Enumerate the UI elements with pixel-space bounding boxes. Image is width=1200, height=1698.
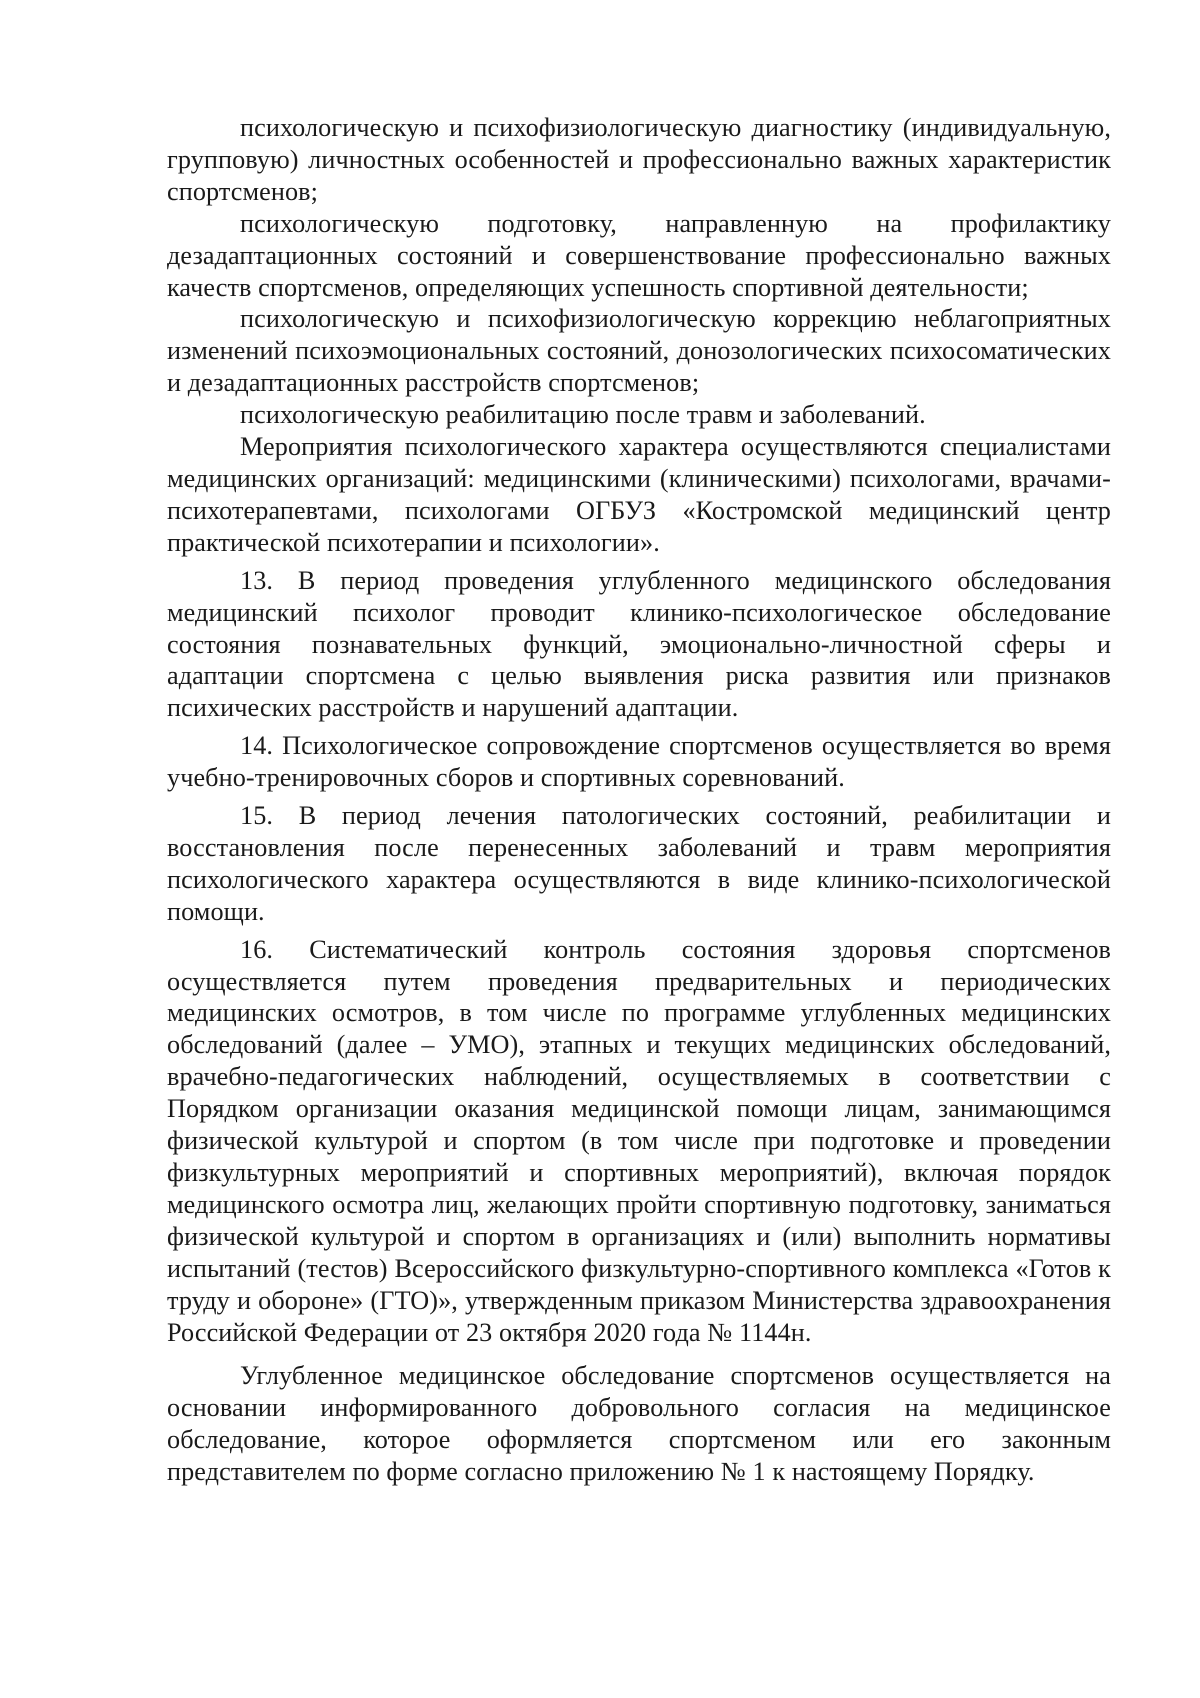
paragraph-consent: Углубленное медицинское обследование спортсменов осуществляется на основании информированного добровольного согласия на медицинское обследование, которое оформляется спортсменом или его законным представителем по форме согласно приложению № 1 к настоящему Порядку. <box>167 1361 1111 1487</box>
document-page <box>167 112 1111 1488</box>
paragraph-15: 15. В период лечения патологических состояний, реабилитации и восстановления после перенесенных заболеваний и травм мероприятия психологического характера осуществляются в виде клинико-психологической помощи. <box>167 801 1111 926</box>
paragraph-correction: психологическую и психофизиологическую коррекцию неблагоприятных изменений психоэмоциональных состояний, донозологических психосоматических и дезадаптационных расстройств спортсменов; <box>167 304 1111 398</box>
paragraph-13: 13. В период проведения углубленного медицинского обследования медицинский психолог проводит клинико-психологическое обследование состояния познавательных функций, эмоционально-личностной сферы и адаптации спортсмена с целью выявления риска развития или признаков психических расстройств и нарушений адаптации. <box>167 565 1111 723</box>
paragraph-rehabilitation: психологическую реабилитацию после травм и заболеваний. <box>240 400 926 430</box>
paragraph-specialists: Мероприятия психологического характера осуществляются специалистами медицинских организаций: медицинскими (клиническими) психологами, врачами-психотерапевтами, психологами ОГБУЗ «Костромской медицинский центр практической психотерапии и психологии». <box>167 432 1111 557</box>
paragraph-16: 16. Систематический контроль состояния здоровья спортсменов осуществляется путем проведения предварительных и периодических медицинских осмотров, в том числе по программе углубленных медицинских обследований (далее – УМО), этапных и текущих медицинских обследований, врачебно-педагогических наблюдений, осуществляемых в соответствии с Порядком организации оказания медицинской помощи лицам, занимающимся физической культурой и спортом (в том числе при подготовке и проведении физкультурных мероприятий и спортивных мероприятий), включая порядок медицинского осмотра лиц, желающих пройти спортивную подготовку, заниматься физической культурой и спортом в организациях и (или) выполнить нормативы испытаний (тестов) Всероссийского физкультурно-спортивного комплекса «Готов к труду и обороне» (ГТО)», утвержденным приказом Министерства здравоохранения Российской Федерации от 23 октября 2020 года № 1144н. <box>167 934 1111 1347</box>
paragraph-diagnostics: психологическую и психофизиологическую диагностику (индивидуальную, групповую) личностных особенностей и профессионально важных характеристик спортсменов; <box>167 113 1111 206</box>
paragraph-14: 14. Психологическое сопровождение спортсменов осуществляется во время учебно-тренировочных сборов и спортивных соревнований. <box>167 731 1111 793</box>
paragraph-preparation: психологическую подготовку, направленную на профилактику дезадаптационных состояний и совершенствование профессионально важных качеств спортсменов, определяющих успешность спортивной деятельности; <box>167 208 1111 302</box>
